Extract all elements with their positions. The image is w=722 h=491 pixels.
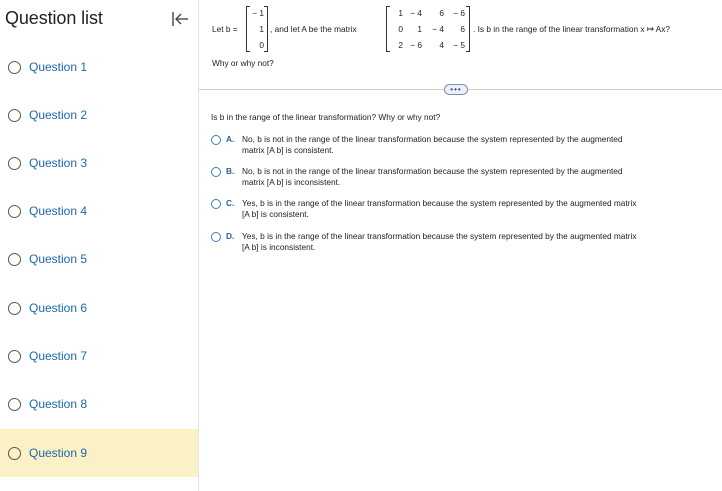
vector-b [246, 6, 268, 52]
option-text [242, 198, 636, 220]
radio-icon [8, 302, 21, 315]
radio-icon [8, 447, 21, 460]
option-letter: A. [226, 134, 235, 144]
matrix-a-entry: 2 [398, 40, 403, 50]
collapse-left-icon[interactable] [170, 9, 190, 29]
answer-option-a[interactable] [211, 134, 716, 156]
let-b-text: Let b = [212, 24, 238, 34]
option-radio-icon[interactable] [211, 232, 221, 242]
matrix-a-entry: 1 [417, 24, 422, 34]
option-text [242, 134, 623, 156]
vector-b-entry: 0 [259, 40, 264, 50]
question-item-6[interactable] [0, 284, 198, 332]
radio-icon [8, 253, 21, 266]
question-label: Question 6 [29, 301, 88, 315]
vector-b-entry: − 1 [252, 8, 264, 18]
answer-option-c[interactable] [211, 198, 716, 220]
matrix-a-entry: 4 [439, 40, 444, 50]
vector-b-entry: 1 [259, 24, 264, 34]
radio-icon [8, 350, 21, 363]
matrix-a-entry: 6 [439, 8, 444, 18]
question-text: Is b in the range of the linear transformation? Why or why not? [211, 112, 441, 122]
question-item-4[interactable] [0, 187, 198, 235]
matrix-a-entry: − 5 [453, 40, 465, 50]
option-text-line: [A b] is consistent. [242, 209, 309, 219]
question-label: Question 2 [29, 108, 88, 122]
option-text-line: Yes, b is in the range of the linear transformation because the system represented by the augmented matrix [242, 231, 637, 241]
question-label: Question 5 [29, 252, 88, 266]
option-text-line: No, b is not in the range of the linear transformation because the system represented by the augmented [242, 166, 623, 176]
question-panel [199, 0, 722, 491]
expand-more-button[interactable]: ••• [444, 84, 468, 95]
option-letter: D. [226, 231, 235, 241]
question-item-3[interactable] [0, 139, 198, 187]
question-label: Question 4 [29, 204, 88, 218]
question-label: Question 1 [29, 60, 88, 74]
matrix-a-entry: 0 [398, 24, 403, 34]
option-letter: B. [226, 166, 235, 176]
question-label: Question 7 [29, 349, 88, 363]
radio-icon [8, 205, 21, 218]
matrix-a-entry: − 4 [432, 24, 444, 34]
and-let-text: , and let A be the matrix [270, 24, 357, 34]
question-label: Question 3 [29, 156, 88, 170]
question-item-1[interactable] [0, 43, 198, 91]
question-label: Question 8 [29, 397, 88, 411]
option-radio-icon[interactable] [211, 135, 221, 145]
matrix-a-entry: 1 [398, 8, 403, 18]
answer-option-d[interactable] [211, 231, 716, 253]
sidebar-title: Question list [5, 8, 103, 28]
problem-tail-text: . Is b in the range of the linear transformation x ↦ Ax? [473, 24, 670, 34]
why-text: Why or why not? [212, 58, 274, 68]
option-letter: C. [226, 198, 235, 208]
radio-icon [8, 61, 21, 74]
option-text-line: Yes, b is in the range of the linear transformation because the system represented by the augmented matrix [242, 198, 637, 208]
question-item-5[interactable] [0, 235, 198, 283]
option-text-line: No, b is not in the range of the linear transformation because the system represented by the augmented [242, 134, 623, 144]
option-text [242, 231, 636, 253]
question-list-sidebar [0, 0, 199, 491]
option-radio-icon[interactable] [211, 167, 221, 177]
matrix-a-entry: − 6 [410, 40, 422, 50]
question-item-7[interactable] [0, 332, 198, 380]
question-item-8[interactable] [0, 380, 198, 428]
answer-option-b[interactable] [211, 166, 716, 188]
matrix-a [386, 6, 470, 52]
question-label: Question 9 [29, 446, 88, 460]
matrix-a-entry: 6 [460, 24, 465, 34]
matrix-a-entry: − 4 [410, 8, 422, 18]
option-text-line: matrix [A b] is inconsistent. [242, 177, 341, 187]
option-text [242, 166, 623, 188]
option-text-line: [A b] is inconsistent. [242, 242, 316, 252]
radio-icon [8, 157, 21, 170]
problem-statement [212, 4, 717, 56]
matrix-a-entry: − 6 [453, 8, 465, 18]
option-text-line: matrix [A b] is consistent. [242, 145, 334, 155]
question-item-9[interactable] [0, 429, 198, 477]
radio-icon [8, 109, 21, 122]
question-item-2[interactable] [0, 91, 198, 139]
radio-icon [8, 398, 21, 411]
option-radio-icon[interactable] [211, 199, 221, 209]
